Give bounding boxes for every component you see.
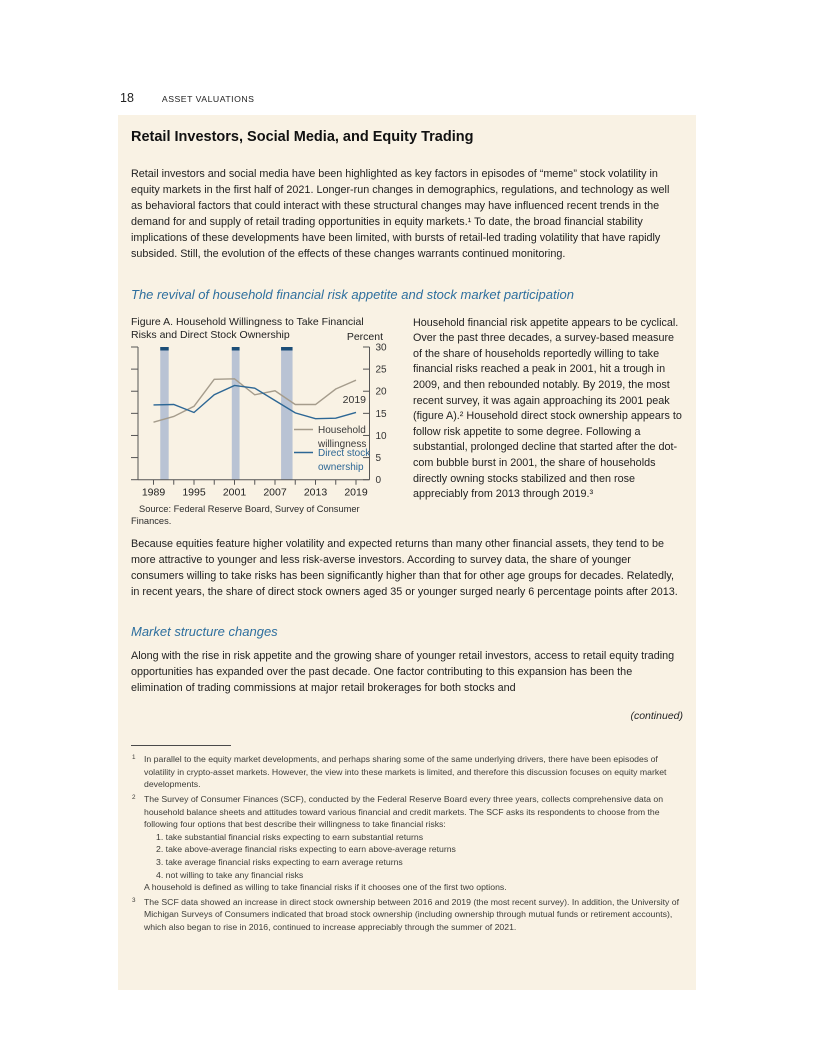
footnote-2-option-4: 4. not willing to take any financial risks <box>156 869 304 880</box>
figure-row <box>131 316 683 528</box>
svg-text:2001: 2001 <box>222 486 247 499</box>
figure-source: Source: Federal Reserve Board, Survey of Consumer Finances. <box>131 503 360 527</box>
section1-heading: The revival of household financial risk appetite and stock market participation <box>131 286 574 302</box>
footnote-divider <box>131 745 231 746</box>
svg-text:15: 15 <box>375 408 387 420</box>
svg-text:30: 30 <box>375 342 387 354</box>
footnote-1-text: In parallel to the equity market developments, and perhaps sharing some of the same underlying drivers, there have been episodes of volatility in crypto-asset markets. However, the view into these markets is limited, and therefore this discussion focuses on equity market developments. <box>144 754 667 790</box>
svg-text:0: 0 <box>375 474 382 486</box>
footnote-2-marker: 2 <box>132 794 136 801</box>
svg-text:10: 10 <box>375 430 387 442</box>
continued-note: (continued) <box>630 710 683 723</box>
discussion-box <box>118 115 696 990</box>
footnote-2 <box>131 793 683 894</box>
svg-text:2007: 2007 <box>263 486 287 499</box>
svg-text:5: 5 <box>375 452 382 464</box>
box-title: Retail Investors, Social Media, and Equity Trading <box>131 129 474 145</box>
svg-text:Direct stock: Direct stock <box>318 447 371 459</box>
section1-column-text: Household financial risk appetite appears to be cyclical. Over the past three decades, a survey-based measure of the share of households reportedly willing to take financial risks reached a peak in 2001, hit a trough in 2009, and then rebounded notably. By 2019, the most recent survey, it was again approaching its 2001 peak (figure A).² Household direct stock ownership appears to follow risk appetite to some degree. Following a substantial, prolonged decline that started after the dot-com bubble burst in 2001, the share of households directly owning stocks stabilized and then rose appreciably from 2013 through 2019.³ <box>413 316 682 501</box>
svg-text:ownership: ownership <box>318 461 364 473</box>
svg-text:Percent: Percent <box>346 330 383 343</box>
page-number: 18 <box>120 91 134 105</box>
footnote-2-intro: The Survey of Consumer Finances (SCF), conducted by the Federal Reserve Board every three years, collects comprehensive data on household balance sheets and attitudes toward various financial and credit markets. The SCF asks its respondents to choose from the following four options that best describe their willingness to take financial risks: <box>144 794 664 830</box>
footnote-1-marker: 1 <box>132 754 136 762</box>
svg-text:1989: 1989 <box>141 486 166 499</box>
risk-chart <box>131 329 389 501</box>
svg-text:2013: 2013 <box>303 486 328 499</box>
svg-text:2019: 2019 <box>344 486 368 499</box>
footnote-2-option-1: 1. take substantial financial risks expecting to earn substantial returns <box>156 831 424 842</box>
section2-heading: Market structure changes <box>131 623 278 639</box>
footnote-3-marker: 3 <box>132 896 136 904</box>
figure-title: Figure A. Household Willingness to Take Financial Risks and Direct Stock Ownership <box>131 315 364 342</box>
svg-text:2019: 2019 <box>342 393 366 406</box>
figure-side-text-column <box>413 316 683 503</box>
svg-text:20: 20 <box>375 386 387 398</box>
section2-body: Along with the rise in risk appetite and the growing share of younger retail investors, access to retail equity trading opportunities has expanded over the past decade. One factor contributing to this expansion has been the elimination of trading commissions at major retail brokerages for both stocks and <box>131 649 675 695</box>
running-head: ASSET VALUATIONS <box>161 94 255 104</box>
footnote-2-option-3: 3. take average financial risks expecting to earn average returns <box>156 856 403 867</box>
paragraph-equities: Because equities feature higher volatility and expected returns than many other financial assets, they tend to be more attractive to younger and less risk-averse investors. According to survey data, the share of younger consumers willing to take risks has been significantly higher than that for other age groups for decades. Relatedly, in recent years, the share of direct stock owners aged 35 or younger surged nearly 6 percentage points after 2013. <box>131 537 678 598</box>
footnote-2-option-2: 2. take above-average financial risks expecting to earn above-average returns <box>156 844 456 855</box>
figure-column <box>131 316 403 528</box>
footnote-3-text: The SCF data showed an increase in direct stock ownership between 2016 and 2019 (the most recent survey). In addition, the University of Michigan Surveys of Consumers indicated that broad stock ownership (including ownership through mutual funds or retirement accounts), which also began to rise in 2016, continued to increase appreciably through the summer of 2021. <box>144 896 680 932</box>
svg-text:willingness: willingness <box>318 438 367 450</box>
footnote-2-outro: A household is defined as willing to take financial risks if it chooses one of the first two options. <box>144 882 507 893</box>
svg-text:1995: 1995 <box>182 486 206 499</box>
page-header <box>120 91 254 105</box>
footnote-1 <box>131 753 683 791</box>
footnote-3 <box>131 896 683 934</box>
svg-text:Household: Household <box>318 424 366 436</box>
svg-text:25: 25 <box>375 364 387 376</box>
intro-paragraph: Retail investors and social media have been highlighted as key factors in episodes of “meme” stock volatility in equity markets in the first half of 2021. Longer-run changes in demographics, regulations, and technology as well as behavioral factors that could interact with these structural changes may have influenced recent trends in the demand for and supply of retail trading opportunities in equity markets.¹ To date, the broad financial stability implications of these developments have been limited, with bursts of retail-led trading volatility that have rapidly subsided. Still, the evolution of the effects of these changes warrants continued monitoring. <box>131 168 670 261</box>
